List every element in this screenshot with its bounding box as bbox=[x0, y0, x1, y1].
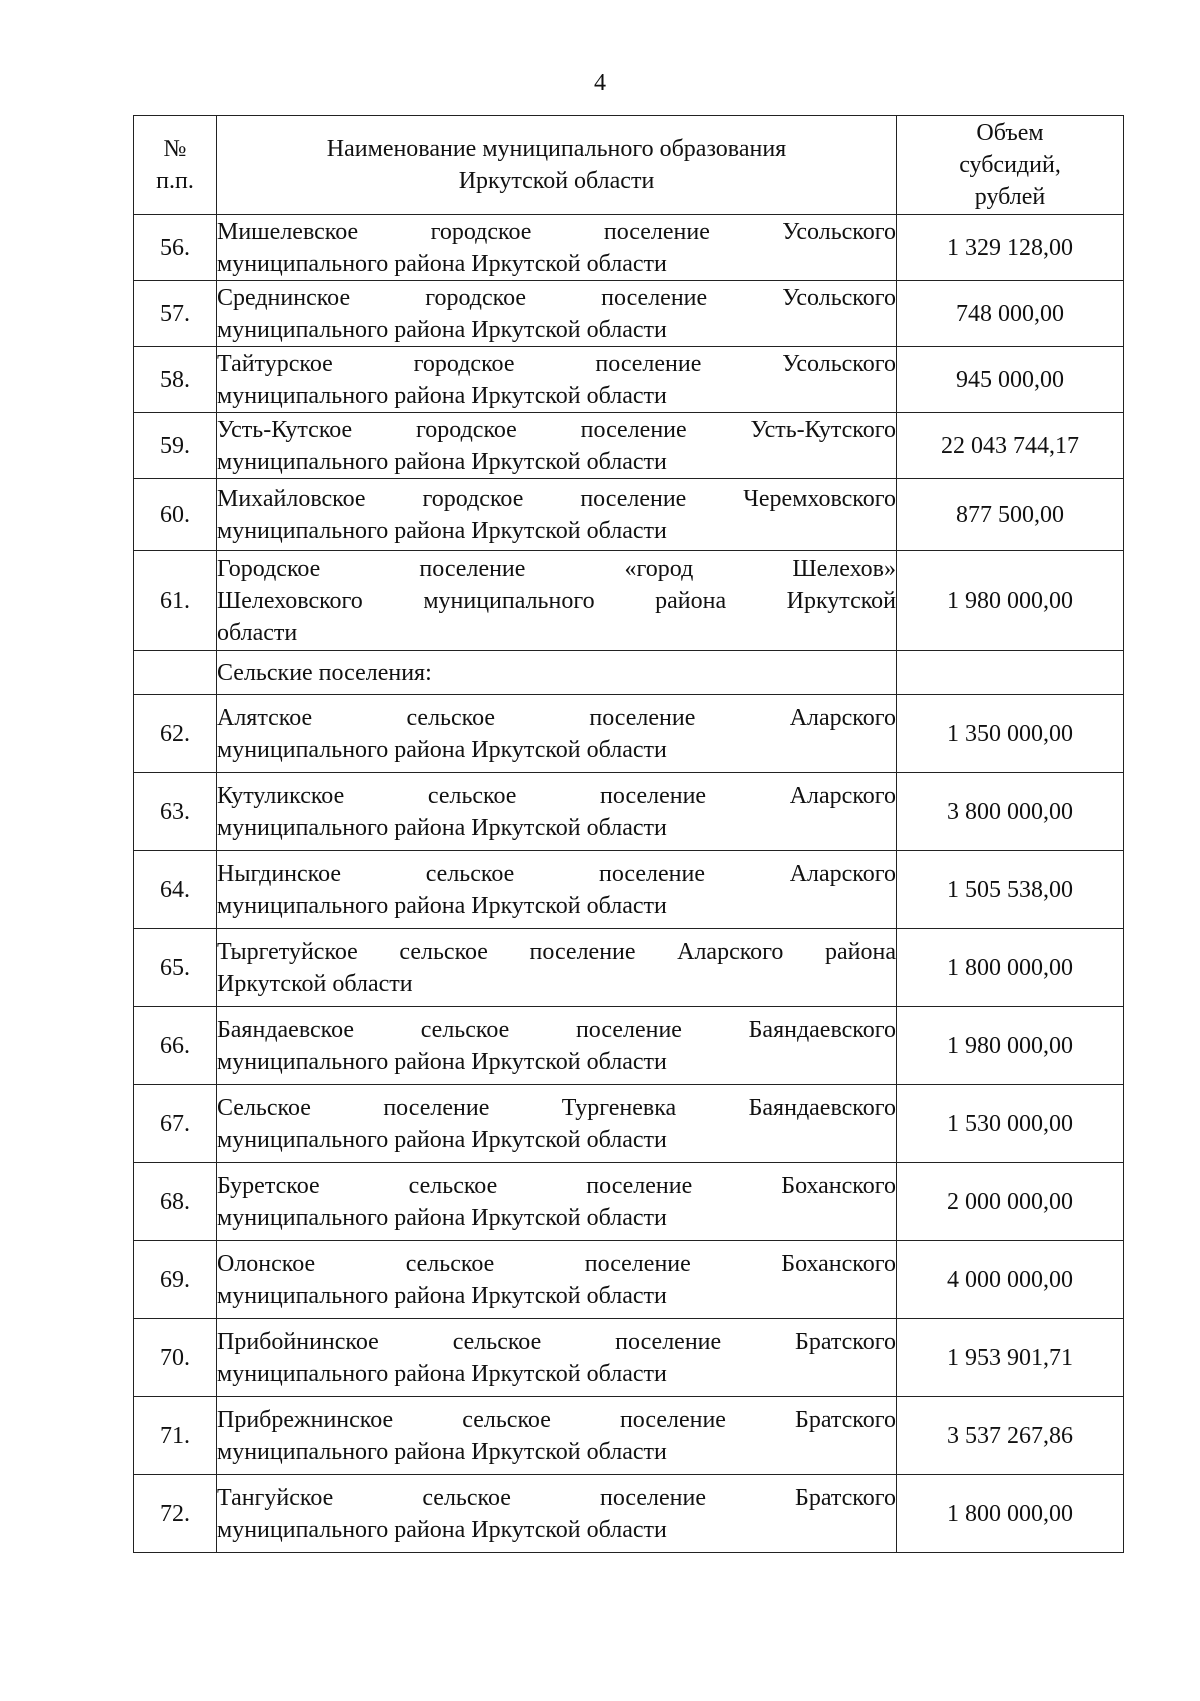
subsidy-amount: 1 800 000,00 bbox=[897, 929, 1124, 1007]
municipality-name bbox=[217, 413, 897, 479]
municipality-name-line: Алятское сельское поселение Аларского bbox=[217, 704, 896, 731]
header-name-line1: Наименование муниципального образования bbox=[326, 136, 787, 162]
row-number: 66. bbox=[134, 1007, 217, 1085]
municipality-name-line: Усть-Кутское городское поселение Усть-Кутского bbox=[217, 416, 896, 443]
header-amount-line1: Объем bbox=[976, 120, 1044, 146]
municipality-name-line: Буретское сельское поселение Боханского bbox=[217, 1172, 896, 1199]
row-number: 67. bbox=[134, 1085, 217, 1163]
table-row bbox=[134, 551, 1124, 651]
municipality-name-line: муниципального района Иркутской области bbox=[217, 892, 667, 919]
row-number: 65. bbox=[134, 929, 217, 1007]
municipality-name-line: области bbox=[217, 619, 298, 646]
municipality-name-line: Тыргетуйское сельское поселение Аларского района bbox=[217, 938, 896, 965]
municipality-name-line: муниципального района Иркутской области bbox=[217, 382, 667, 409]
table-row bbox=[134, 1163, 1124, 1241]
subsidy-amount: 877 500,00 bbox=[897, 479, 1124, 551]
row-number: 68. bbox=[134, 1163, 217, 1241]
municipality-name-line: Михайловское городское поселение Черемховского bbox=[217, 485, 896, 512]
municipality-name-line: Городское поселение «город Шелехов» bbox=[217, 555, 896, 582]
municipality-name bbox=[217, 929, 897, 1007]
table-row bbox=[134, 1085, 1124, 1163]
municipality-name-line: муниципального района Иркутской области bbox=[217, 736, 667, 763]
municipality-name bbox=[217, 1475, 897, 1553]
section-amount-cell bbox=[897, 651, 1124, 695]
row-number: 58. bbox=[134, 347, 217, 413]
subsidy-amount: 1 980 000,00 bbox=[897, 551, 1124, 651]
municipality-name-line: Прибойнинское сельское поселение Братского bbox=[217, 1328, 896, 1355]
municipality-name-line: муниципального района Иркутской области bbox=[217, 448, 667, 475]
subsidy-amount: 1 505 538,00 bbox=[897, 851, 1124, 929]
municipality-name-line: Сельское поселение Тургеневка Баяндаевского bbox=[217, 1094, 896, 1121]
table-row bbox=[134, 413, 1124, 479]
municipality-name bbox=[217, 1163, 897, 1241]
subsidy-amount: 1 530 000,00 bbox=[897, 1085, 1124, 1163]
municipality-name bbox=[217, 479, 897, 551]
row-number: 61. bbox=[134, 551, 217, 651]
table-row bbox=[134, 281, 1124, 347]
table-row bbox=[134, 695, 1124, 773]
table-row bbox=[134, 1319, 1124, 1397]
row-number: 71. bbox=[134, 1397, 217, 1475]
municipality-name-line: муниципального района Иркутской области bbox=[217, 1126, 667, 1153]
municipality-name-line: Баяндаевское сельское поселение Баяндаевского bbox=[217, 1016, 896, 1043]
section-number-cell bbox=[134, 651, 217, 695]
header-amount bbox=[897, 116, 1124, 215]
municipality-name-line: Ныгдинское сельское поселение Аларского bbox=[217, 860, 896, 887]
header-name bbox=[217, 116, 897, 215]
subsidy-amount: 1 980 000,00 bbox=[897, 1007, 1124, 1085]
municipality-name-line: Олонское сельское поселение Боханского bbox=[217, 1250, 896, 1277]
subsidy-amount: 3 800 000,00 bbox=[897, 773, 1124, 851]
municipality-name-line: муниципального района Иркутской области bbox=[217, 814, 667, 841]
municipality-name bbox=[217, 281, 897, 347]
municipality-name-line: Тангуйское сельское поселение Братского bbox=[217, 1484, 896, 1511]
subsidy-table bbox=[133, 115, 1124, 1553]
row-number: 72. bbox=[134, 1475, 217, 1553]
municipality-name-line: Иркутской области bbox=[217, 970, 413, 997]
table-row bbox=[134, 773, 1124, 851]
row-number: 57. bbox=[134, 281, 217, 347]
subsidy-amount: 1 350 000,00 bbox=[897, 695, 1124, 773]
municipality-name-line: муниципального района Иркутской области bbox=[217, 250, 667, 277]
municipality-name-line: муниципального района Иркутской области bbox=[217, 517, 667, 544]
municipality-name bbox=[217, 695, 897, 773]
header-amount-line2: субсидий, bbox=[959, 152, 1061, 178]
header-name-line2: Иркутской области bbox=[458, 168, 655, 194]
subsidy-amount: 1 953 901,71 bbox=[897, 1319, 1124, 1397]
row-number: 64. bbox=[134, 851, 217, 929]
page-number: 4 bbox=[594, 70, 606, 96]
municipality-name-line: Шелеховского муниципального района Иркутской bbox=[217, 587, 896, 614]
row-number: 63. bbox=[134, 773, 217, 851]
subsidy-amount: 22 043 744,17 bbox=[897, 413, 1124, 479]
municipality-name bbox=[217, 851, 897, 929]
header-number-symbol: № bbox=[163, 136, 187, 162]
municipality-name-line: муниципального района Иркутской области bbox=[217, 1204, 667, 1231]
section-title: Сельские поселения: bbox=[217, 651, 897, 695]
row-number: 56. bbox=[134, 215, 217, 281]
municipality-name bbox=[217, 551, 897, 651]
header-number bbox=[134, 116, 217, 215]
subsidy-amount: 3 537 267,86 bbox=[897, 1397, 1124, 1475]
row-number: 60. bbox=[134, 479, 217, 551]
municipality-name-line: Тайтурское городское поселение Усольского bbox=[217, 350, 896, 377]
municipality-name-line: муниципального района Иркутской области bbox=[217, 1516, 667, 1543]
table-row bbox=[134, 1397, 1124, 1475]
table-row bbox=[134, 1475, 1124, 1553]
municipality-name-line: Мишелевское городское поселение Усольского bbox=[217, 218, 896, 245]
table-row bbox=[134, 1007, 1124, 1085]
subsidy-amount: 2 000 000,00 bbox=[897, 1163, 1124, 1241]
subsidy-amount: 1 800 000,00 bbox=[897, 1475, 1124, 1553]
municipality-name-line: муниципального района Иркутской области bbox=[217, 1360, 667, 1387]
table-row bbox=[134, 479, 1124, 551]
header-amount-line3: рублей bbox=[974, 184, 1046, 210]
municipality-name-line: Прибрежнинское сельское поселение Братского bbox=[217, 1406, 896, 1433]
section-row bbox=[134, 651, 1124, 695]
municipality-name bbox=[217, 1007, 897, 1085]
municipality-name bbox=[217, 215, 897, 281]
municipality-name bbox=[217, 1085, 897, 1163]
subsidy-amount: 748 000,00 bbox=[897, 281, 1124, 347]
row-number: 69. bbox=[134, 1241, 217, 1319]
table-row bbox=[134, 929, 1124, 1007]
header-number-abbr: п.п. bbox=[156, 168, 194, 194]
municipality-name-line: Среднинское городское поселение Усольского bbox=[217, 284, 896, 311]
municipality-name bbox=[217, 1319, 897, 1397]
municipality-name bbox=[217, 347, 897, 413]
municipality-name bbox=[217, 1241, 897, 1319]
municipality-name bbox=[217, 1397, 897, 1475]
municipality-name bbox=[217, 773, 897, 851]
subsidy-amount: 1 329 128,00 bbox=[897, 215, 1124, 281]
table-header-row bbox=[134, 116, 1124, 215]
municipality-name-line: муниципального района Иркутской области bbox=[217, 316, 667, 343]
row-number: 70. bbox=[134, 1319, 217, 1397]
municipality-name-line: муниципального района Иркутской области bbox=[217, 1048, 667, 1075]
row-number: 59. bbox=[134, 413, 217, 479]
table-row bbox=[134, 347, 1124, 413]
table-row bbox=[134, 1241, 1124, 1319]
municipality-name-line: муниципального района Иркутской области bbox=[217, 1282, 667, 1309]
municipality-name-line: муниципального района Иркутской области bbox=[217, 1438, 667, 1465]
subsidy-amount: 4 000 000,00 bbox=[897, 1241, 1124, 1319]
table-row bbox=[134, 851, 1124, 929]
subsidy-amount: 945 000,00 bbox=[897, 347, 1124, 413]
municipality-name-line: Кутуликское сельское поселение Аларского bbox=[217, 782, 896, 809]
table-row bbox=[134, 215, 1124, 281]
row-number: 62. bbox=[134, 695, 217, 773]
